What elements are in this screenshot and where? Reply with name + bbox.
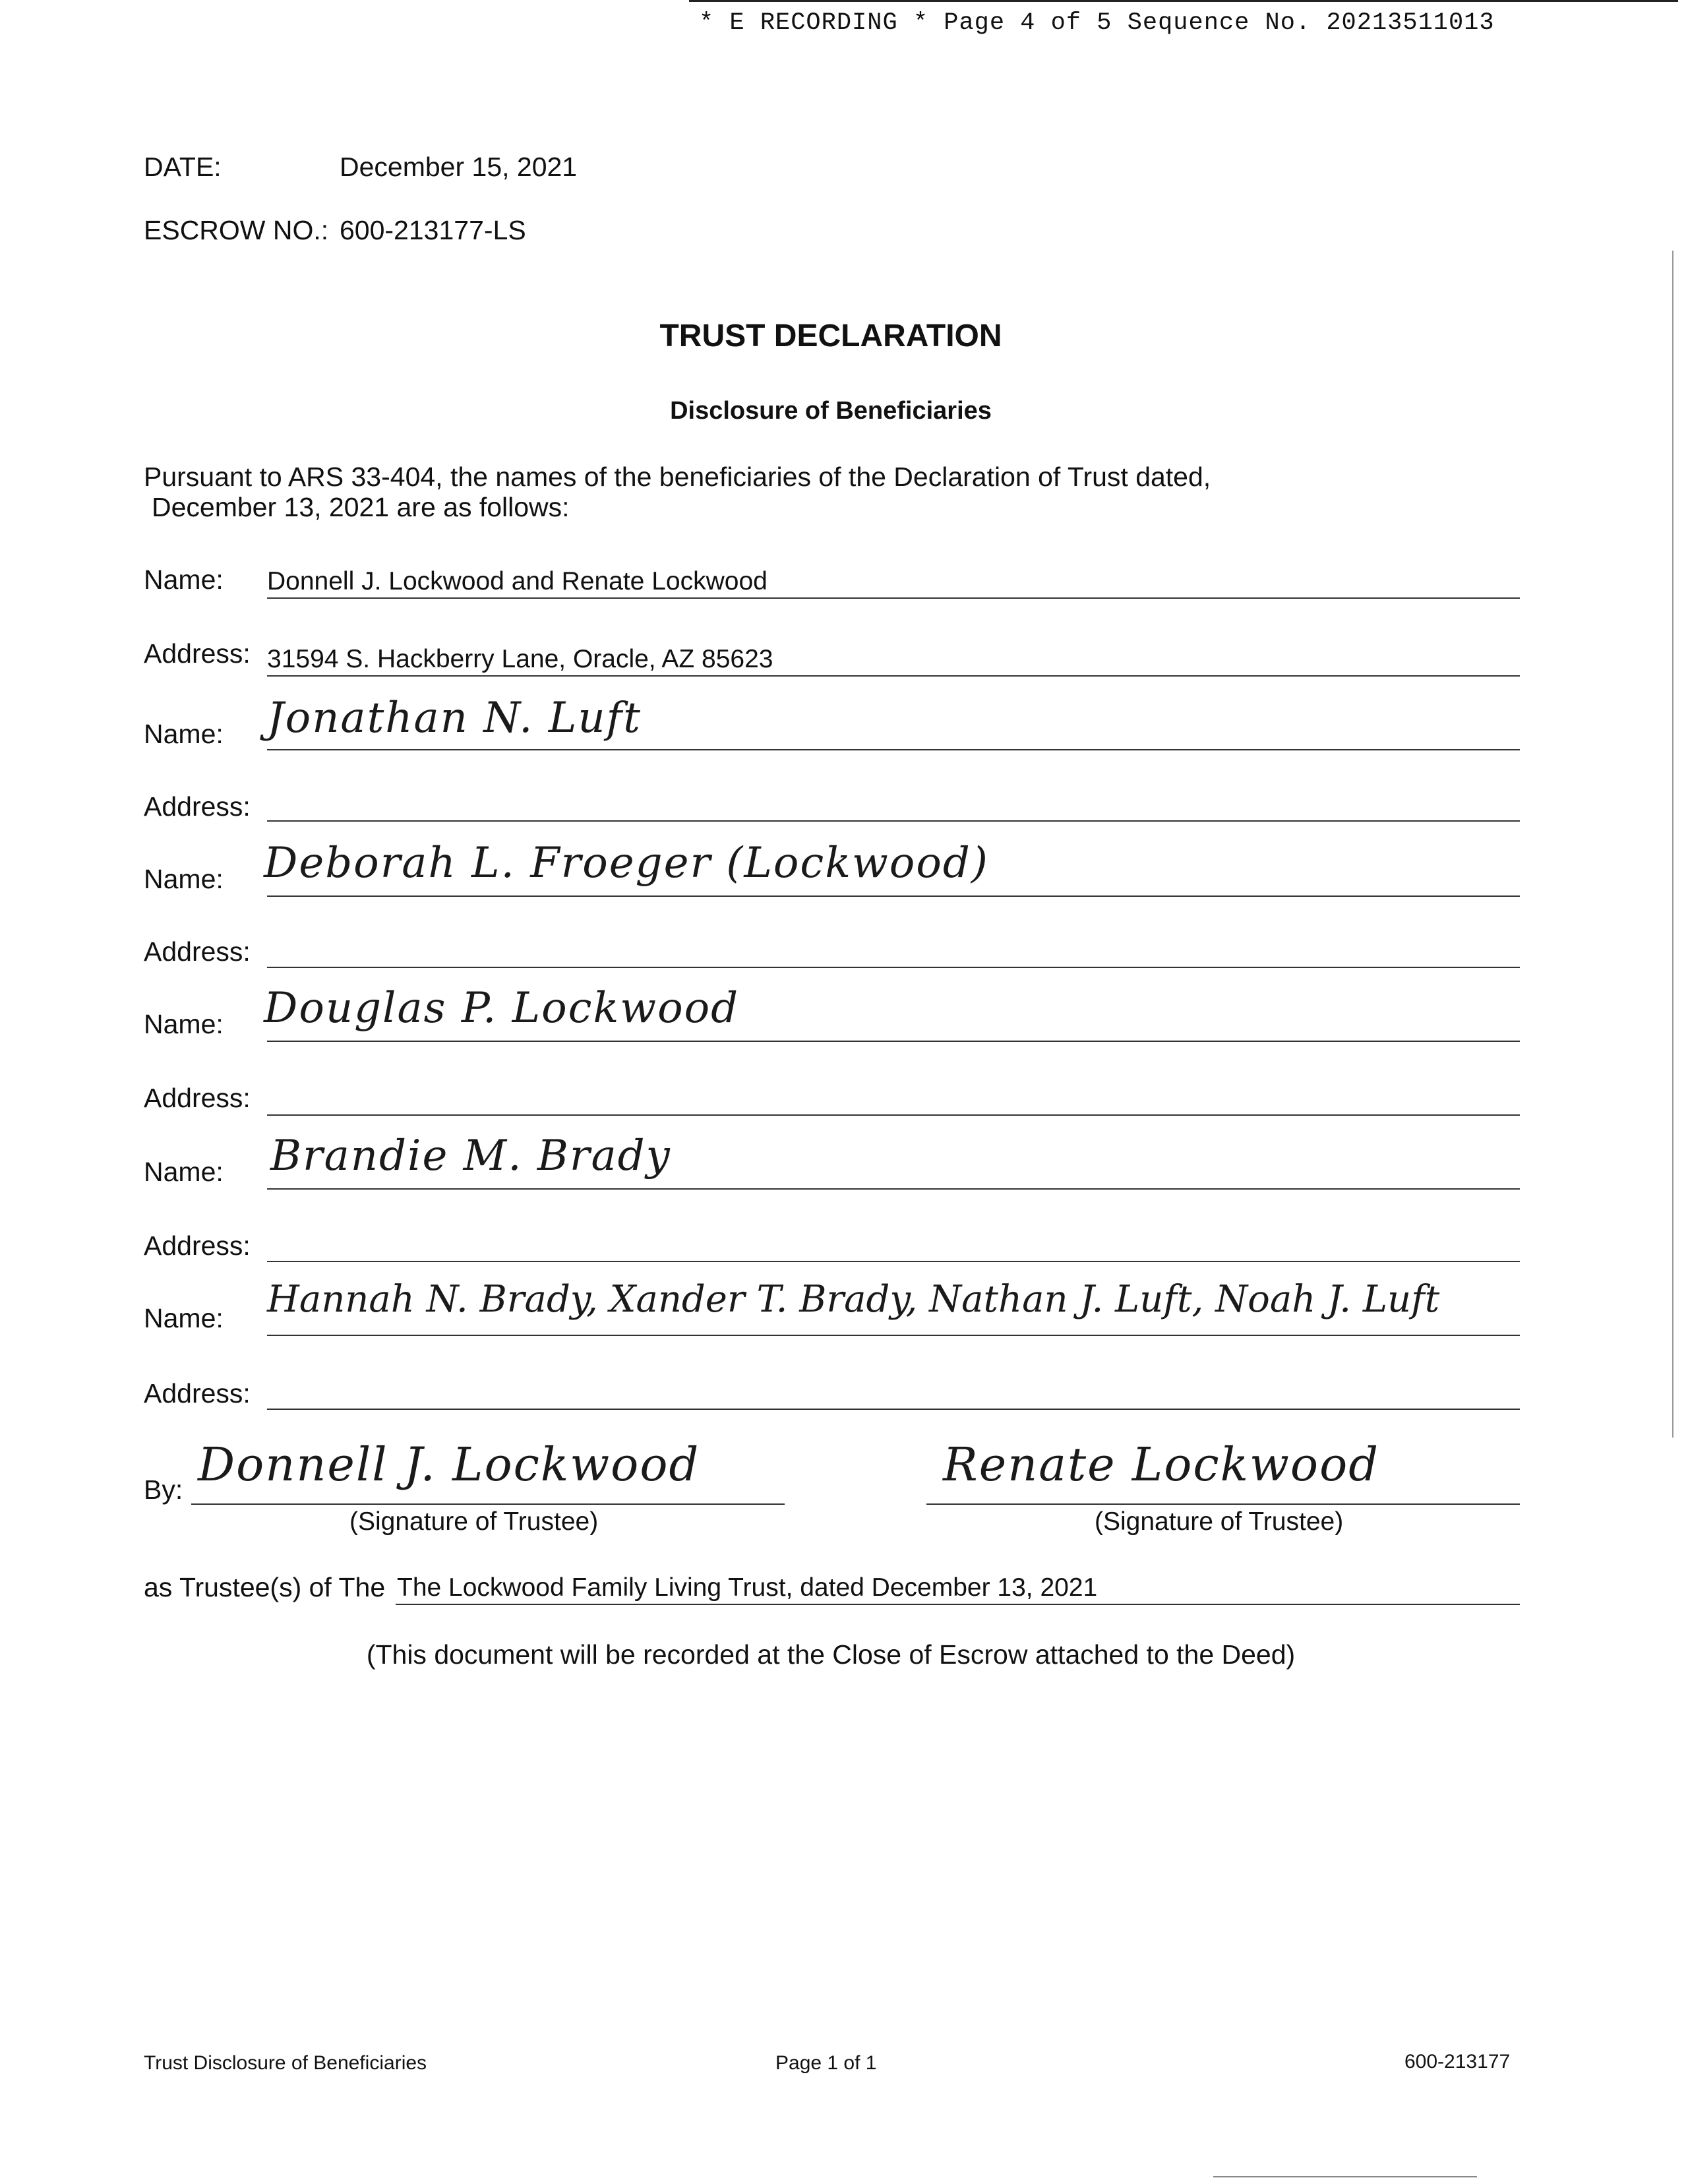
escrow-value: 600-213177-LS	[340, 215, 526, 245]
name-label: Name:	[144, 1157, 224, 1187]
header-rule	[689, 0, 1678, 2]
address-line	[267, 1409, 1520, 1410]
recording-stamp: * E RECORDING * Page 4 of 5 Sequence No. 20213511013	[699, 9, 1495, 37]
date-label: DATE:	[144, 152, 222, 182]
name-label: Name:	[144, 564, 224, 595]
trustee-of-label: as Trustee(s) of The	[144, 1572, 386, 1602]
address-label: Address:	[144, 1083, 251, 1113]
address-line	[267, 967, 1520, 968]
trust-name-line	[396, 1604, 1520, 1605]
intro-line-2: December 13, 2021 are as follows:	[152, 492, 570, 522]
address-label: Address:	[144, 638, 251, 669]
beneficiary-address: 31594 S. Hackberry Lane, Oracle, AZ 85623	[267, 645, 773, 673]
address-label: Address:	[144, 791, 251, 822]
address-label: Address:	[144, 1230, 251, 1261]
name-line	[267, 1041, 1520, 1042]
trustee2-signature: Renate Lockwood	[943, 1438, 1380, 1492]
escrow-label: ESCROW NO.:	[144, 215, 329, 245]
name-line	[267, 597, 1520, 599]
beneficiary-name: Douglas P. Lockwood	[264, 984, 740, 1033]
scan-bottom-mark	[1213, 2176, 1477, 2177]
trustee2-caption: (Signature of Trustee)	[1095, 1507, 1344, 1536]
recording-note: (This document will be recorded at the Close of Escrow attached to the Deed)	[366, 1639, 1296, 1670]
beneficiary-name: Deborah L. Froeger (Lockwood)	[264, 839, 989, 888]
address-line	[267, 1114, 1520, 1116]
beneficiary-name: Brandie M. Brady	[270, 1132, 671, 1180]
trust-name: The Lockwood Family Living Trust, dated December 13, 2021	[397, 1573, 1098, 1602]
name-line	[267, 1188, 1520, 1190]
name-line	[267, 1335, 1520, 1336]
trustee1-signature: Donnell J. Lockwood	[198, 1438, 700, 1492]
document-title: TRUST DECLARATION	[659, 318, 1002, 353]
footer-escrow-number: 600-213177	[1404, 2051, 1511, 2073]
trustee1-caption: (Signature of Trustee)	[349, 1507, 599, 1536]
address-label: Address:	[144, 1378, 251, 1409]
footer-title: Trust Disclosure of Beneficiaries	[144, 2052, 427, 2074]
intro-line-1: Pursuant to ARS 33-404, the names of the beneficiaries of the Declaration of Trust dated,	[144, 462, 1211, 492]
by-label: By:	[144, 1474, 183, 1505]
name-label: Name:	[144, 864, 224, 894]
address-line	[267, 820, 1520, 822]
name-label: Name:	[144, 1009, 224, 1039]
address-label: Address:	[144, 936, 251, 967]
document-subtitle: Disclosure of Beneficiaries	[670, 397, 992, 425]
trustee1-signature-line	[191, 1503, 785, 1505]
name-line	[267, 895, 1520, 897]
name-line	[267, 749, 1520, 750]
beneficiary-name: Jonathan N. Luft	[267, 694, 642, 743]
name-label: Name:	[144, 1303, 224, 1333]
beneficiary-name: Hannah N. Brady, Xander T. Brady, Nathan J. Luft, Noah J. Luft	[267, 1278, 1440, 1321]
footer-page-number: Page 1 of 1	[775, 2052, 877, 2074]
beneficiary-name: Donnell J. Lockwood and Renate Lockwood	[267, 567, 768, 595]
address-line	[267, 675, 1520, 677]
date-value: December 15, 2021	[340, 152, 578, 182]
name-label: Name:	[144, 719, 224, 749]
trustee2-signature-line	[926, 1503, 1520, 1505]
scan-edge-mark	[1672, 251, 1673, 1438]
address-line	[267, 1261, 1520, 1262]
